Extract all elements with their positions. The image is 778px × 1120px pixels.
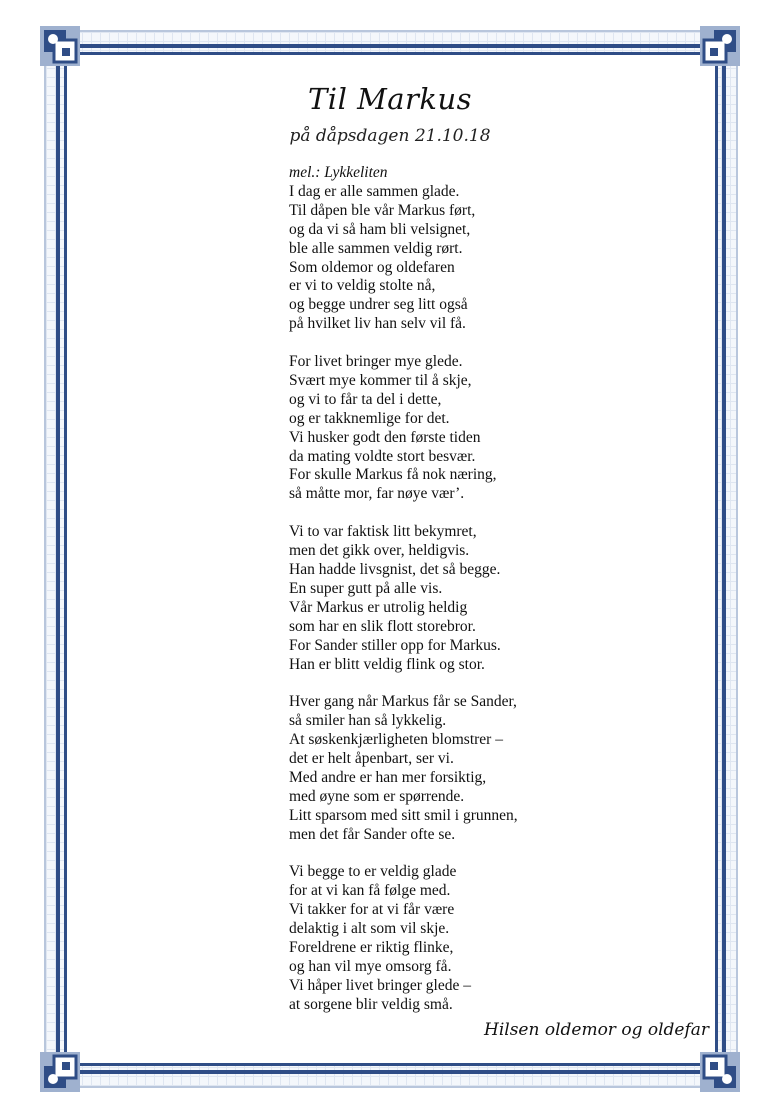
poem-content [80, 60, 710, 1060]
poem-line: En super gutt på alle vis. [289, 579, 443, 597]
poem-line: som har en slik flott storebror. [289, 617, 476, 635]
melody-note: mel.: Lykkeliten [289, 164, 388, 181]
poem-line: på hvilket liv han selv vil få. [289, 315, 466, 333]
signature: Hilsen oldemor og oldefar [484, 1020, 710, 1040]
poem-line: Han er blitt veldig flink og stor. [289, 655, 485, 673]
poem-line: og da vi så ham bli velsignet, [289, 220, 471, 238]
poem-line: Hver gang når Markus får se Sander, [289, 693, 517, 711]
poem-line: så måtte mor, far nøye vær’. [289, 485, 465, 503]
poem-line: at sorgene blir veldig små. [289, 995, 453, 1013]
corner-ornament-icon [700, 1052, 740, 1092]
stanza-list [289, 183, 689, 1015]
stanza-gap [289, 504, 689, 523]
poem-line: Til dåpen ble vår Markus ført, [289, 201, 476, 219]
stanza-gap [289, 334, 689, 353]
poem-line: At søskenkjærligheten blomstrer – [289, 731, 503, 749]
poem-line: med øyne som er spørrende. [289, 787, 465, 805]
poem-line: Litt sparsom med sitt smil i grunnen, [289, 806, 518, 824]
poem-line: Vi håper livet bringer glede – [289, 976, 471, 994]
poem-line: og er takknemlige for det. [289, 409, 450, 427]
poem-line: og vi to får ta del i dette, [289, 390, 442, 408]
stanza [289, 863, 689, 1014]
poem-line: delaktig i alt som vil skje. [289, 920, 450, 938]
corner-ornament-icon [40, 1052, 80, 1092]
poem-line: så smiler han så lykkelig. [289, 712, 447, 730]
stanza-gap [289, 845, 689, 864]
stanza [289, 523, 689, 674]
poem-line: er vi to veldig stolte nå, [289, 277, 436, 295]
poem-line: Foreldrene er riktig flinke, [289, 939, 454, 957]
poem-line: Vår Markus er utrolig heldig [289, 598, 468, 616]
poem-line: og han vil mye omsorg få. [289, 958, 452, 975]
poem-line: Vi to var faktisk litt bekymret, [289, 523, 477, 541]
poem-line: For Sander stiller opp for Markus. [289, 636, 501, 654]
stanza [289, 353, 689, 504]
stanza-gap [289, 674, 689, 693]
poem-line: Vi begge to er veldig glade [289, 863, 457, 881]
poem-line: For livet bringer mye glede. [289, 353, 463, 371]
stanza [289, 183, 689, 334]
poem-line: og begge undrer seg litt også [289, 296, 468, 314]
poem-line: I dag er alle sammen glade. [289, 182, 460, 200]
poem-title: Til Markus [307, 82, 473, 116]
corner-ornament-icon [700, 26, 740, 66]
poem-line: for at vi kan få følge med. [289, 882, 451, 900]
poem-line: Som oldemor og oldefaren [289, 258, 455, 276]
poem-line: Vi takker for at vi får være [289, 901, 455, 919]
poem-body [289, 164, 689, 1015]
poem-line: Med andre er han mer forsiktig, [289, 768, 487, 786]
corner-ornament-icon [40, 26, 80, 66]
stanza [289, 693, 689, 844]
poem-line: ble alle sammen veldig rørt. [289, 239, 463, 257]
poem-line: Han hadde livsgnist, det så begge. [289, 561, 501, 578]
poem-line: Svært mye kommer til å skje, [289, 371, 472, 389]
poem-line: men det får Sander ofte se. [289, 825, 456, 843]
poem-line: det er helt åpenbart, ser vi. [289, 750, 454, 768]
poem-line: men det gikk over, heldigvis. [289, 542, 470, 560]
poem-line: Vi husker godt den første tiden [289, 428, 481, 446]
poem-line: da mating voldte stort besvær. [289, 447, 476, 465]
poem-line: For skulle Markus få nok næring, [289, 466, 497, 484]
poem-subtitle: på dåpsdagen 21.10.18 [289, 126, 491, 146]
